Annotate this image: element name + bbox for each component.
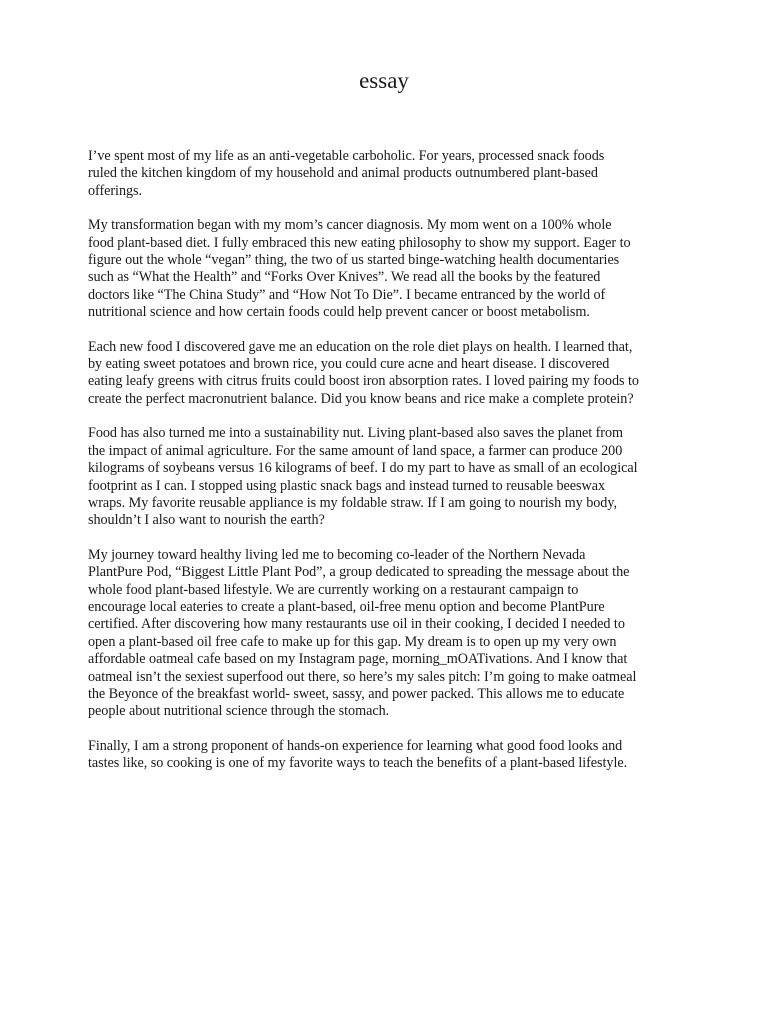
- text-line: affordable oatmeal cafe based on my Instagram page, morning_mOATivations. And I know that: [88, 651, 628, 668]
- text-line: offerings.: [88, 182, 143, 199]
- text-line: wraps. My favorite reusable appliance is my foldable straw. If I am going to nourish my body,: [88, 494, 617, 511]
- text-line: eating leafy greens with citrus fruits could boost iron absorption rates. I loved pairing my foods to: [88, 373, 639, 390]
- text-line: ruled the kitchen kingdom of my household and animal products outnumbered plant-based: [88, 165, 598, 182]
- essay-body: [88, 148, 688, 773]
- paragraph-2: [88, 217, 688, 321]
- text-line: open a plant-based oil free cafe to make up for this gap. My dream is to open up my very own: [88, 633, 617, 650]
- paragraph-3: [88, 339, 688, 409]
- document-title: essay: [359, 68, 409, 93]
- text-line: My journey toward healthy living led me to becoming co-leader of the Northern Nevada: [88, 546, 586, 563]
- text-line: My transformation began with my mom’s cancer diagnosis. My mom went on a 100% whole: [88, 217, 612, 234]
- text-line: tastes like, so cooking is one of my favorite ways to teach the benefits of a plant-based lifestyle.: [88, 755, 628, 772]
- text-line: Finally, I am a strong proponent of hands-on experience for learning what good food looks and: [88, 737, 623, 754]
- text-line: food plant-based diet. I fully embraced this new eating philosophy to show my support. Eager to: [88, 234, 631, 251]
- text-line: whole food plant-based lifestyle. We are currently working on a restaurant campaign to: [88, 581, 579, 598]
- paragraph-5: [88, 547, 688, 721]
- text-line: such as “What the Health” and “Forks Over Knives”. We read all the books by the featured: [88, 269, 601, 286]
- paragraph-4: [88, 425, 688, 529]
- text-line: nutritional science and how certain foods could help prevent cancer or boost metabolism.: [88, 304, 590, 321]
- text-line: certified. After discovering how many restaurants use oil in their cooking, I decided I needed to: [88, 616, 625, 633]
- text-line: doctors like “The China Study” and “How Not To Die”. I became entranced by the world of: [88, 286, 606, 303]
- text-line: Each new food I discovered gave me an education on the role diet plays on health. I learned that,: [88, 338, 633, 355]
- text-line: kilograms of soybeans versus 16 kilograms of beef. I do my part to have as small of an ecological: [88, 460, 638, 477]
- text-line: the impact of animal agriculture. For the same amount of land space, a farmer can produce 200: [88, 442, 623, 459]
- paragraph-6: [88, 738, 688, 773]
- text-line: figure out the whole “vegan” thing, the two of us started binge-watching health documentaries: [88, 252, 620, 269]
- text-line: oatmeal isn’t the sexiest superfood out there, so here’s my sales pitch: I’m going to make oatmeal: [88, 668, 637, 685]
- text-line: create the perfect macronutrient balance. Did you know beans and rice make a complete protein?: [88, 390, 634, 407]
- text-line: people about nutritional science through the stomach.: [88, 703, 390, 720]
- text-line: the Beyonce of the breakfast world- sweet, sassy, and power packed. This allows me to educate: [88, 685, 625, 702]
- paragraph-1: [88, 148, 688, 200]
- text-line: by eating sweet potatoes and brown rice, you could cure acne and heart disease. I discovered: [88, 356, 610, 373]
- text-line: encourage local eateries to create a plant-based, oil-free menu option and become PlantPure: [88, 598, 605, 615]
- text-line: PlantPure Pod, “Biggest Little Plant Pod”, a group dedicated to spreading the message about the: [88, 564, 630, 581]
- text-line: Food has also turned me into a sustainability nut. Living plant-based also saves the planet from: [88, 425, 624, 442]
- text-line: footprint as I can. I stopped using plastic snack bags and instead turned to reusable beeswax: [88, 477, 605, 494]
- text-line: I’ve spent most of my life as an anti-vegetable carboholic. For years, processed snack foods: [88, 148, 605, 164]
- text-line: shouldn’t I also want to nourish the earth?: [88, 512, 325, 529]
